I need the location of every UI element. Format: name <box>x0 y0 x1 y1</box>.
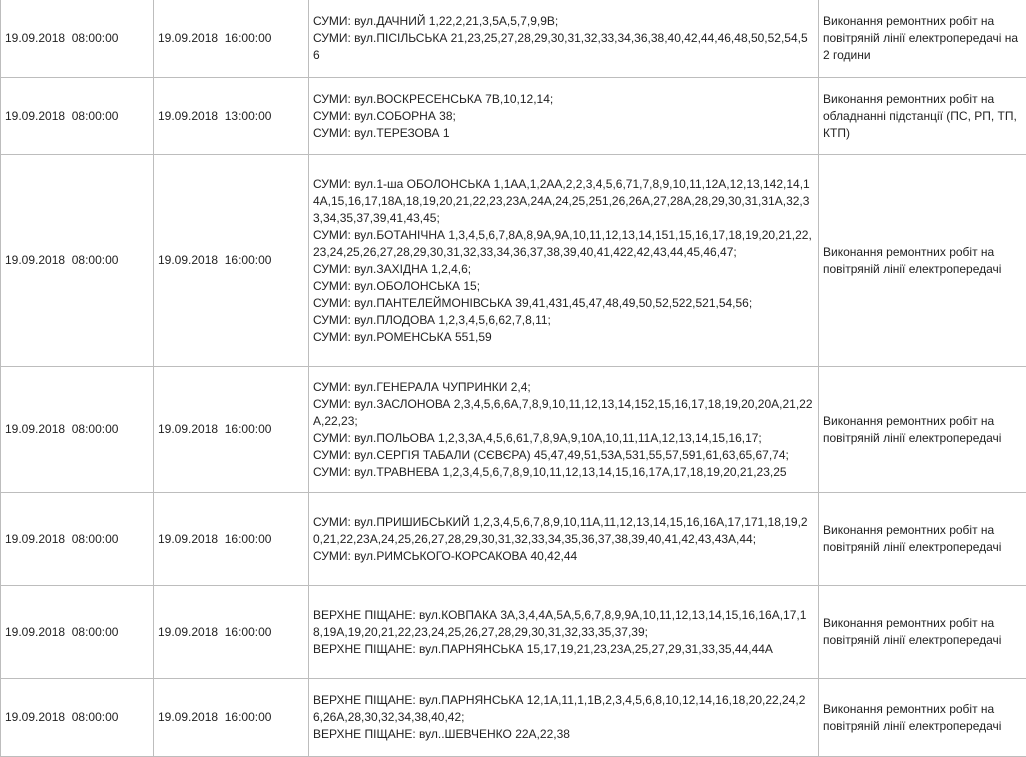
outage-table-body <box>1 0 1026 757</box>
outage-end-time: 19.09.2018 16:00:00 <box>154 155 309 367</box>
address-line: СУМИ: вул.ПРИШИБСЬКИЙ 1,2,3,4,5,6,7,8,9,10,11А,11,12,13,14,15,16,16А,17,171,18,19,20,21,22,23А,24,25,26,27,28,29,30,31,32,33,34,35,36,37,38,39,40,41,42,43,43А,44; <box>313 514 814 548</box>
address-line: ВЕРХНЕ ПІЩАНЕ: вул.КОВПАКА 3А,3,4,4А,5А,5,6,7,8,9,9А,10,11,12,13,14,15,16,16А,17,18,19А,19,20,21,22,23,24,25,26,27,28,29,30,31,32,33,35,37,39; <box>313 607 814 641</box>
address-line: СУМИ: вул.ПІСІЛЬСЬКА 21,23,25,27,28,29,30,31,32,33,34,36,38,40,42,44,46,48,50,52,54,56 <box>313 30 814 64</box>
outage-end-time: 19.09.2018 16:00:00 <box>154 0 309 78</box>
address-line: ВЕРХНЕ ПІЩАНЕ: вул.ПАРНЯНСЬКА 15,17,19,21,23,23А,25,27,29,31,33,35,44,44А <box>313 641 814 658</box>
address-line: СУМИ: вул.ПЛОДОВА 1,2,3,4,5,6,62,7,8,11; <box>313 312 814 329</box>
table-row <box>1 155 1026 367</box>
outage-start-time: 19.09.2018 08:00:00 <box>1 679 154 757</box>
outage-addresses <box>309 155 819 367</box>
outage-end-time: 19.09.2018 16:00:00 <box>154 586 309 679</box>
outage-reason: Виконання ремонтних робіт на повітряній лінії електропередачі <box>819 367 1026 493</box>
address-line: СУМИ: вул.ДАЧНИЙ 1,22,2,21,3,5А,5,7,9,9В; <box>313 13 814 30</box>
outage-start-time: 19.09.2018 08:00:00 <box>1 155 154 367</box>
address-line: СУМИ: вул.ТРАВНЕВА 1,2,3,4,5,6,7,8,9,10,11,12,13,14,15,16,17А,17,18,19,20,21,23,25 <box>313 464 814 481</box>
outage-addresses <box>309 78 819 155</box>
outage-start-time: 19.09.2018 08:00:00 <box>1 78 154 155</box>
table-row <box>1 0 1026 78</box>
outage-start-time: 19.09.2018 08:00:00 <box>1 586 154 679</box>
outage-end-time: 19.09.2018 16:00:00 <box>154 679 309 757</box>
outage-reason: Виконання ремонтних робіт на повітряній лінії електропередачі на 2 години <box>819 0 1026 78</box>
address-line: СУМИ: вул.1-ша ОБОЛОНСЬКА 1,1АА,1,2АА,2,2,3,4,5,6,71,7,8,9,10,11,12А,12,13,142,14,14А,15,16,17,18А,18,19,20,21,22,23,23А,24А,24,25,251,26,26А,27,28А,28,29,30,31,31А,32,33,34,35,37,39,41,43,45; <box>313 176 814 227</box>
address-line: СУМИ: вул.РОМЕНСЬКА 551,59 <box>313 329 814 346</box>
address-line: СУМИ: вул.СЕРГІЯ ТАБАЛИ (СЄВЄРА) 45,47,49,51,53А,531,55,57,591,61,63,65,67,74; <box>313 447 814 464</box>
outage-end-time: 19.09.2018 16:00:00 <box>154 493 309 586</box>
table-row <box>1 679 1026 757</box>
address-line: СУМИ: вул.СОБОРНА 38; <box>313 108 814 125</box>
outage-addresses <box>309 586 819 679</box>
table-row <box>1 367 1026 493</box>
address-line: СУМИ: вул.ТЕРЕЗОВА 1 <box>313 125 814 142</box>
outage-addresses <box>309 367 819 493</box>
outage-reason: Виконання ремонтних робіт на повітряній лінії електропередачі <box>819 586 1026 679</box>
outage-reason: Виконання ремонтних робіт на повітряній лінії електропередачі <box>819 493 1026 586</box>
outage-start-time: 19.09.2018 08:00:00 <box>1 493 154 586</box>
address-line: СУМИ: вул.ВОСКРЕСЕНСЬКА 7В,10,12,14; <box>313 91 814 108</box>
table-row <box>1 586 1026 679</box>
address-line: СУМИ: вул.ЗАХІДНА 1,2,4,6; <box>313 261 814 278</box>
address-line: СУМИ: вул.ЗАСЛОНОВА 2,3,4,5,6,6А,7,8,9,10,11,12,13,14,152,15,16,17,18,19,20,20А,21,22А,22,23; <box>313 396 814 430</box>
address-line: СУМИ: вул.ПОЛЬОВА 1,2,3,3А,4,5,6,61,7,8,9А,9,10А,10,11,11А,12,13,14,15,16,17; <box>313 430 814 447</box>
outage-reason: Виконання ремонтних робіт на обладнанні підстанції (ПС, РП, ТП, КТП) <box>819 78 1026 155</box>
address-line: ВЕРХНЕ ПІЩАНЕ: вул..ШЕВЧЕНКО 22А,22,38 <box>313 726 814 743</box>
outage-addresses <box>309 493 819 586</box>
outage-end-time: 19.09.2018 13:00:00 <box>154 78 309 155</box>
address-line: ВЕРХНЕ ПІЩАНЕ: вул.ПАРНЯНСЬКА 12,1А,11,1,1В,2,3,4,5,6,8,10,12,14,16,18,20,22,24,26,26А,28,30,32,34,38,40,42; <box>313 692 814 726</box>
outage-addresses <box>309 0 819 78</box>
address-line: СУМИ: вул.ПАНТЕЛЕЙМОНІВСЬКА 39,41,431,45,47,48,49,50,52,522,521,54,56; <box>313 295 814 312</box>
address-line: СУМИ: вул.ОБОЛОНСЬКА 15; <box>313 278 814 295</box>
outage-reason: Виконання ремонтних робіт на повітряній лінії електропередачі <box>819 155 1026 367</box>
outage-start-time: 19.09.2018 08:00:00 <box>1 0 154 78</box>
table-row <box>1 493 1026 586</box>
address-line: СУМИ: вул.БОТАНІЧНА 1,3,4,5,6,7,8А,8,9А,9А,10,11,12,13,14,151,15,16,17,18,19,20,21,22,23,24,25,26,27,28,29,30,31,32,33,34,36,37,38,39,40,41,422,42,43,44,45,46,47; <box>313 227 814 261</box>
table-row <box>1 78 1026 155</box>
outage-start-time: 19.09.2018 08:00:00 <box>1 367 154 493</box>
outage-reason: Виконання ремонтних робіт на повітряній лінії електропередачі <box>819 679 1026 757</box>
outage-end-time: 19.09.2018 16:00:00 <box>154 367 309 493</box>
address-line: СУМИ: вул.ГЕНЕРАЛА ЧУПРИНКИ 2,4; <box>313 379 814 396</box>
outage-addresses <box>309 679 819 757</box>
address-line: СУМИ: вул.РИМСЬКОГО-КОРСАКОВА 40,42,44 <box>313 548 814 565</box>
